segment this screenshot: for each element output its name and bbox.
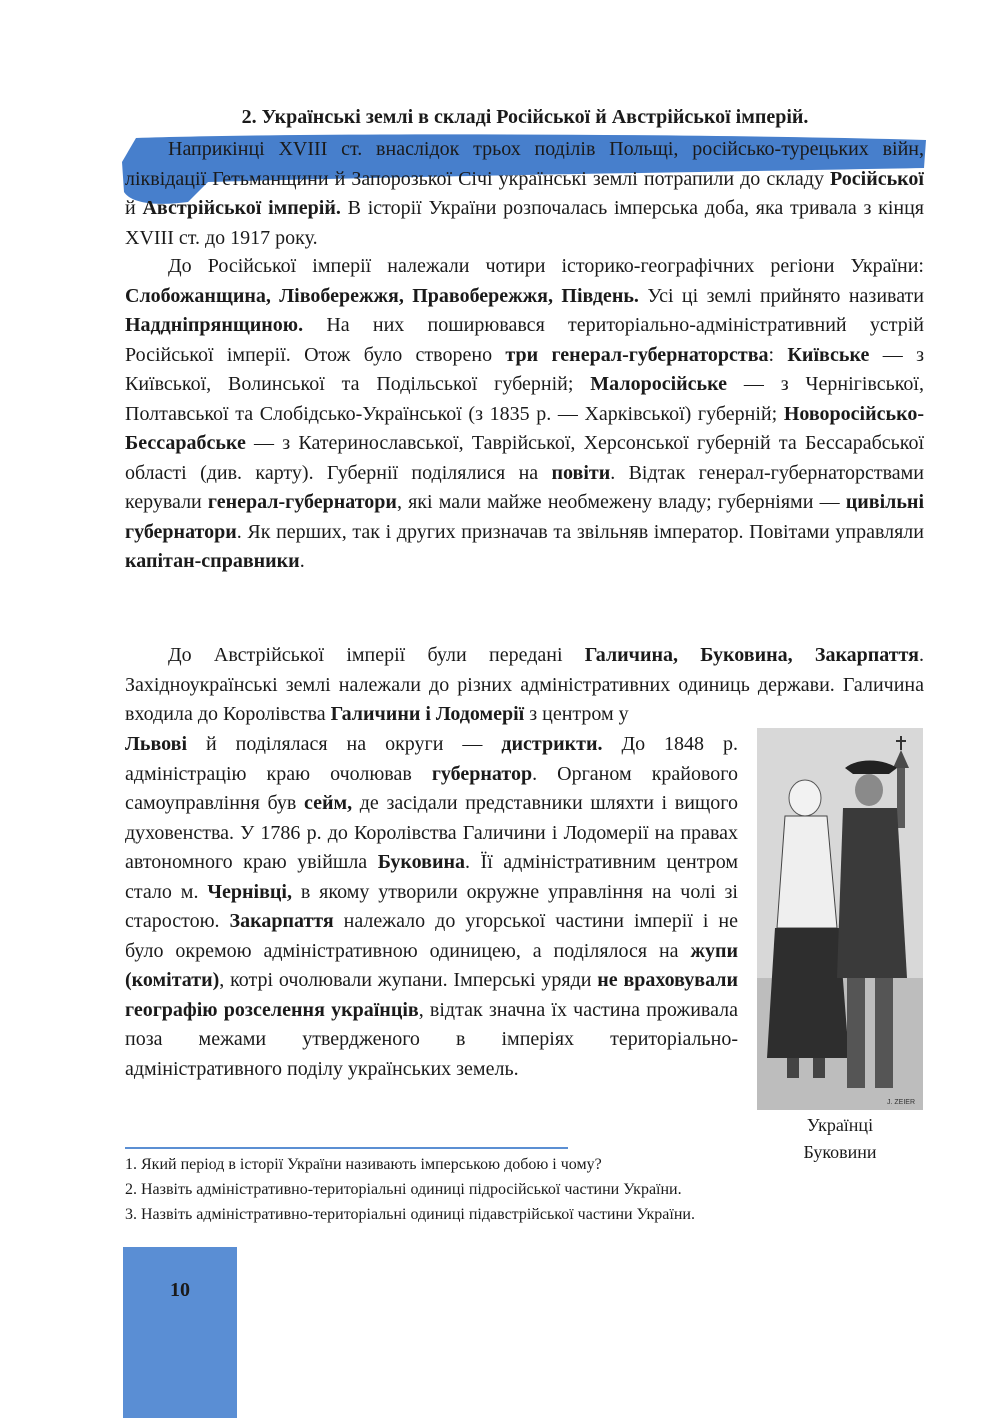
bold-term: капітан-справники (125, 550, 300, 572)
caption-line-2: Буковини (803, 1142, 877, 1162)
page-number-box (123, 1247, 237, 1418)
text-run: . Органом крайового самоуправління був (125, 762, 738, 814)
bold-term: Львові (125, 733, 188, 755)
text-run: — з Київської, Волинської та Подільської губерній; (125, 343, 924, 395)
text-run: , котрі очолювали жупани. Імперські уряди (219, 969, 598, 991)
bold-term: жупи (комітати) (125, 939, 738, 991)
artist-signature: J. ZEIER (887, 1099, 916, 1106)
text-run: , відтак значна їх частина проживала поза межами утвердженого в імперіях територіально-адміністративного поділу українських земель. (125, 998, 739, 1080)
text-run: . (299, 550, 305, 572)
text-run: й поділялася на округи — (187, 733, 502, 755)
bold-term: Чернівці, (207, 880, 292, 903)
text-run: : (768, 343, 788, 366)
figure-caption (757, 1112, 923, 1166)
caption-line-1: Українці (806, 1115, 874, 1135)
section-heading: 2. Українські землі в складі Російської й Австрійської імперій. (241, 106, 809, 128)
question-2: 2. Назвіть адміністративно-територіальні одиниці підросійської частини України. (125, 1181, 682, 1198)
text-run: належало до угорської частини імперії і не було окремою адміністративною одиницею, а поділялося на (125, 910, 739, 962)
illustration-ukrainians-bukovina (757, 728, 923, 1110)
text-run: . Відтак генерал-губернаторствами керували (125, 461, 924, 513)
text-run: На них поширювався територіально-адміністративний устрій Російської імперії. Отож було створено (125, 314, 924, 366)
text-run: В історії України розпочалась імперська доба, яка тривала з кінця XVIII ст. до 1917 року. (125, 197, 925, 249)
bold-term: Слобожанщина, Лівобережжя, Правобережжя, Південь. (125, 284, 639, 307)
text-run: Наприкінці XVIII ст. внаслідок трьох поділів Польщі, російсько-турецьких війн, ліквідації Гетьманщини й Запорозької Січі українські землі потрапили до складу (125, 138, 924, 190)
bold-term: дистрикти. (501, 733, 603, 755)
bold-term: губернатор (431, 762, 533, 785)
text-run: . Як перших, так і других призначав та звільняв імператор. Повітами управляли (236, 520, 924, 543)
paragraph-russian-empire (125, 252, 924, 577)
bold-term: Київське (787, 343, 870, 366)
bold-term: Галичини і Лодомерії (330, 703, 525, 725)
bold-term: Малоросійське (590, 373, 728, 395)
bold-term: Новоросійсько-Бессарабське (125, 402, 924, 454)
bold-term: Закарпаття (229, 910, 334, 932)
bold-term: Австрійської імперій. (142, 197, 341, 219)
bold-term: Наддніпрянщиною. (125, 314, 304, 336)
bold-term: Галичина, Буковина, Закарпаття (584, 644, 919, 666)
text-run: з центром у (524, 703, 629, 725)
text-run: . Її адміністративним центром стало м. (125, 851, 738, 903)
bold-term: не враховували географію розселення українців (125, 969, 738, 1021)
text-run: — з Чернігівської, Полтавської та Слобідсько-Української (з 1835 р. — Харківської) губерній; (125, 373, 924, 425)
page-number: 10 (170, 1279, 190, 1301)
paragraph-intro (125, 135, 924, 253)
paragraph-austrian-empire (125, 641, 924, 730)
text-run: Усі ці землі прийнято називати (638, 284, 924, 307)
text-run: До Австрійської імперії були передані (168, 644, 585, 666)
question-3: 3. Назвіть адміністративно-територіальні одиниці підавстрійської частини України. (125, 1206, 695, 1223)
paragraph-galicia (125, 730, 738, 1084)
text-run: . Західноукраїнські землі належали до різних адміністративних одиниць держави. Галичина входила до Королівства (125, 644, 924, 725)
bold-term: Російської (830, 167, 924, 190)
text-run: До 1848 р. адміністрацію краю очолював (125, 733, 738, 785)
text-run: До Російської імперії належали чотири історико-географічних регіони України: (168, 255, 924, 277)
bold-term: сейм, (303, 792, 353, 814)
text-run: в якому утворили окружне управління на чолі зі старостою. (125, 880, 738, 932)
bold-term: цивільні губернатори (125, 491, 924, 543)
questions-divider (125, 1147, 568, 1149)
bold-term: три генерал-губернаторства (505, 343, 769, 366)
text-run: де засідали представники шляхти і вищого духовенства. У 1786 р. до Королівства Галичини і Лодомерії на правах автономного краю увійшла (125, 792, 738, 873)
text-run: — з Катеринославської, Таврійської, Херсонської губерній та Бессарабської області (див. карту). Губернії поділялися на (125, 432, 924, 484)
text-run: й (125, 197, 143, 219)
bold-term: генерал-губернатори (207, 491, 397, 513)
question-1: 1. Який період в історії України називають імперською добою і чому? (125, 1156, 602, 1173)
text-run: , які мали майже необмежену владу; губерніями — (396, 491, 846, 513)
bold-term: Буковина (377, 851, 466, 873)
bold-term: повіти (551, 461, 611, 484)
